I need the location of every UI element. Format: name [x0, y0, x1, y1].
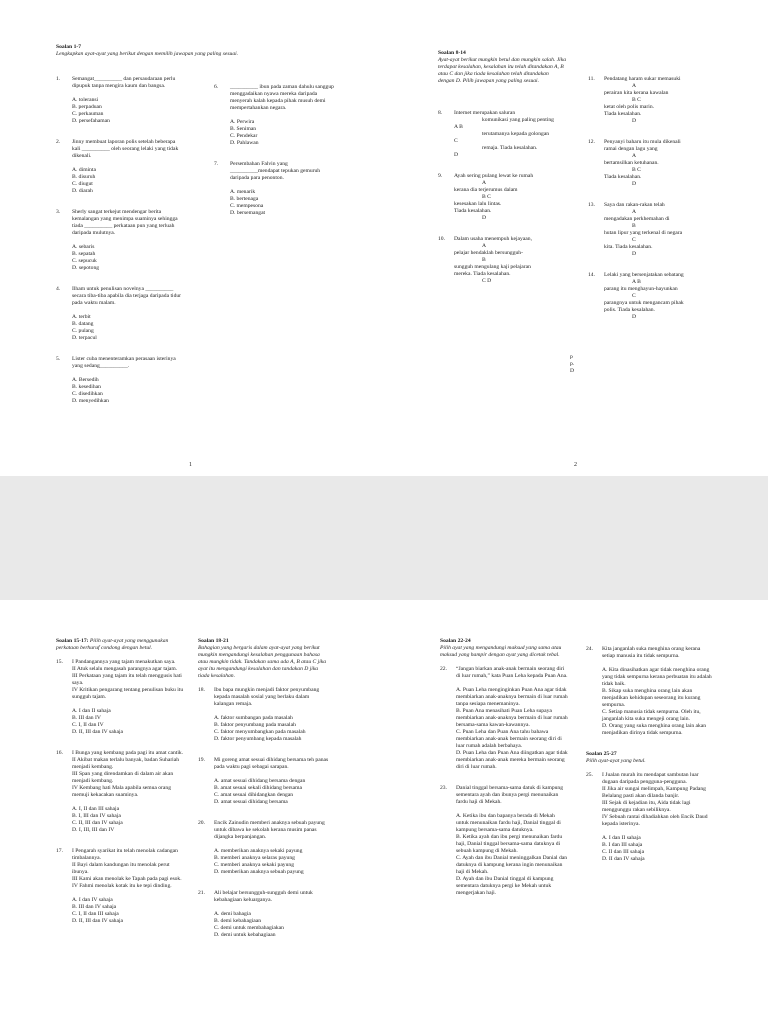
sentence-line: sungguh mengulang kaji pelajaran — [454, 264, 531, 270]
answer-option: A. toleransi — [72, 97, 99, 103]
section-heading-2: Soalan 25-27 — [586, 751, 617, 757]
answer-option: A. amat sesuai dihidang bersama dengan — [214, 778, 306, 784]
question-number: 21. — [198, 890, 205, 896]
sentence-line: hutan lipur yang terkenal di negara — [604, 230, 683, 236]
sentence-line: Tiada kesalahan. — [604, 111, 642, 117]
sentence-line: Tiada kesalahan. — [604, 174, 642, 180]
option-marker: terutamanya kepada golongan — [482, 131, 550, 137]
question-item — [56, 848, 184, 890]
statement-item: I Pengarah syarikat itu telah menolak cadangan timbalannya. — [72, 848, 178, 861]
answer-option: B. Sikap suka menghina orang lain akan menjadikan kehidupan seseorang itu kurang sempurna. — [602, 688, 701, 708]
question-item — [586, 772, 714, 828]
sentence-line: ketat oleh polis marin. — [604, 104, 655, 110]
statement-item: III Kami akan menolak ke Tapah pada pagi esok. — [72, 876, 182, 882]
sentence-line: perairan kita kerana kawalan — [604, 90, 669, 96]
question-item — [198, 820, 330, 841]
answer-option: A. I dan II sahaja — [72, 708, 111, 714]
sentence-line: kita. Tiada kesalahan. — [604, 244, 653, 250]
answer-option: A. Puan Leha menginginkan Puan Ana agar tidak membiarkan anak-anaknya bermain di luar rumah tanpa sesiapa menemaninya. — [456, 687, 568, 707]
answer-option: B. faktor penyumbang pada masalah — [214, 722, 296, 728]
sentence-line: mereka. Tiada kesalahan. — [454, 271, 511, 277]
answer-option: A. Perwira — [230, 119, 255, 125]
option-marker: C D — [482, 278, 492, 284]
answer-option: B. III dan IV sahaja — [72, 904, 117, 910]
section-heading: Soalan 15-17: — [56, 638, 89, 644]
statement-item: III Sejak di kejadian itu, Aida tidak lagi menggunggu rakan sebiliknya. — [602, 800, 691, 813]
question-number: 17. — [56, 848, 63, 854]
question-number: 24. — [586, 646, 593, 652]
question-stem: Encik Zainudin memberi anaknya sebuah payung untuk dibawa ke sekolah kerana musim panas dijangka berpanjangan. — [214, 820, 325, 840]
statement-item: IV Fahmi menolak kotak itu ke tepi dinding. — [72, 883, 172, 889]
statement-item: II Jika air sungai melimpah, Kampung Padang Belalang pasti akan dilanda banjir. — [602, 786, 706, 799]
statement-item: II Atuk selalu mengasah parangnya agar tajam. — [72, 666, 178, 672]
answer-option: B. memberi anaknya selaras payung — [214, 855, 295, 861]
sentence-line: kerana dia terjerumus dalam — [454, 187, 518, 193]
question-stem: Ali belajar bersungguh-sungguh demi untuk kebahagiaan keluarganya. — [214, 890, 313, 903]
answer-option: C. II dan III sahaja — [602, 849, 645, 855]
sentence-line: Penyanyi baharu itu mula dikenali — [604, 139, 681, 145]
sentence-line: pelajar hendaklah bersungguh- — [454, 250, 523, 256]
section-instruction: Pilih ayat-ayat yang menggunakan perkataan berhuruf condong dengan betul. — [56, 638, 169, 651]
option-marker: A — [482, 180, 487, 186]
question-item — [214, 84, 338, 112]
sentence-line: Ayah sering pulang lewat ke rumah — [454, 173, 534, 179]
option-marker: D — [482, 215, 487, 221]
statement-item: III Span yang direndamkan di dalam air akan menjadi kembang. — [72, 771, 174, 784]
answer-option: A. I dan II sahaja — [602, 835, 641, 841]
section-header — [56, 44, 356, 58]
answer-option: C. I, II dan III sahaja — [72, 911, 119, 917]
answer-option: A. faktor sumbangan pada masalah — [214, 715, 293, 721]
question-number: 25. — [586, 772, 593, 778]
question-number: 13. — [588, 202, 595, 208]
sentence-line: parangnya untuk mengancam pihak — [604, 300, 684, 306]
option-marker: B C — [632, 167, 641, 173]
section-header — [56, 638, 184, 652]
answer-option: C. Ayah dan ibu Danial meninggalkan Danial dan datuknya di kampung kerana ingin menunaikan haji di Mekah. — [456, 855, 568, 875]
question-number: 18. — [198, 687, 205, 693]
option-marker: remaja. Tiada kesalahan. — [482, 145, 538, 151]
section-instruction: Ayat-ayat berikut mungkin betul dan mungkin salah. Jika terdapat kesalahan, kesalahan itu telah ditandakan A, B atau C dan jika tiada kesalahan telah ditandakan dengan D. Pilih jawapan yang paling sesuai. — [438, 57, 567, 84]
question-number: 22. — [440, 666, 447, 672]
question-column-right — [214, 84, 338, 231]
sentence-line: Saya dan rakan-rakan telah — [604, 202, 665, 208]
question-stem: __________ ibun pada zaman dahulu sanggup menggadaikan nyawa mereka daripada menyerah kalah kepada pihak musuh demi mempertahankan negara. — [230, 84, 334, 111]
answer-option: A. diminta — [72, 167, 96, 173]
answer-option: C. perkauman — [72, 111, 104, 117]
answer-option: B. perpaduan — [72, 104, 102, 110]
option-marker: D — [632, 118, 637, 124]
question-column-right — [198, 638, 330, 953]
statement-item: IV Kembang hati Mala apabila semua orang memuji kekacakan suaminya. — [72, 785, 171, 798]
question-column-left — [56, 638, 184, 939]
option-marker: B — [632, 223, 636, 229]
answer-option: A. terbit — [72, 314, 91, 320]
option-marker: A — [482, 243, 487, 249]
sentence-line: C — [454, 138, 458, 144]
answer-option: C. mempesona — [230, 203, 264, 209]
question-stem: Lister cuba menenteramkan perasaan isterinya yang sedang__________. — [72, 356, 176, 369]
answer-option: D. Puan Leha dan Puan Ana diingatkan agar tidak membiarkan anak-anak mereka bermain seorang diri di luar rumah. — [456, 750, 568, 770]
answer-option: C. Setiap manusia tidak sempurna. Oleh itu, janganlah kita suka mengeji orang lain. — [602, 709, 701, 722]
answer-option: D. Orang yang suka menghina orang lain akan menjadikan dirinya tidak sempurna. — [602, 723, 707, 736]
answer-option: D. memberikan anaknya sebuah payung — [214, 869, 304, 875]
answer-option: A. I dan IV sahaja — [72, 897, 113, 903]
answer-option: D. I, III, III dan IV — [72, 827, 115, 833]
answer-option: D. Ayah dan ibu Danial tinggal di kampung sementara datuknya pergi ke Mekah untuk mengerjakan haji. — [456, 876, 554, 896]
document-page-4 — [384, 600, 768, 1024]
option-marker: B — [482, 257, 486, 263]
question-item — [438, 236, 568, 285]
sentence-line: Pendatang haram sukar memasuki — [604, 76, 681, 82]
statement-item: II Bayi dalam kandungan itu menolak perut ibunya. — [72, 862, 170, 875]
answer-option: D. persefahaman — [72, 118, 110, 124]
question-number: 9. — [438, 173, 443, 179]
sentence-line: parang itu menghayun-hayunkan — [604, 286, 678, 292]
section-instruction-2: Bahagian yang bergaris dalam ayat-ayat yang berikut mungkin mengandungi kesalahan penggunaan bahasa atau mungkin tidak. Tandakan sama ada A, B atau C jika ayat itu mengandungi kesalahan dan tandakan D jika tiada kesalahan. — [198, 645, 327, 679]
statement-item: I Jualan murah itu mendapat sambutan luar dugaan daripada pengguna-pengguna. — [602, 772, 699, 785]
answer-option: D. bersemangat — [230, 210, 266, 216]
sentence-line: Tiada kesalahan. — [454, 208, 492, 214]
question-item — [198, 890, 330, 904]
answer-option: B. sepatah — [72, 251, 96, 257]
option-marker: A — [632, 209, 637, 215]
question-stem: Ilham untuk penulisan novelnya __________ secara tiba-tiba apabila dia terjaga daripada tidur pada waktu malam. — [72, 286, 182, 306]
sentence-line: D — [454, 152, 459, 158]
section-header — [438, 50, 566, 85]
page-number: 1 — [189, 462, 192, 468]
section-instruction-2: Pilih ayat-ayat yang betul. — [586, 758, 646, 764]
margin-letters — [570, 354, 582, 375]
question-item — [56, 209, 184, 237]
answer-option: D. amat sesuai dihidang bersama — [214, 799, 288, 805]
question-stem: “Jangan biarkan anak-anak bermain seorang diri di luar rumah,” kata Puan Leha kepada Puan Ana. — [456, 666, 568, 679]
question-item — [198, 687, 330, 708]
question-item — [56, 750, 184, 799]
question-item — [198, 757, 330, 771]
statement-item: III Perkataan yang tajam itu telah menggusis hati saya. — [72, 673, 182, 686]
question-number: 15. — [56, 659, 63, 665]
question-column-right — [586, 646, 714, 877]
answer-option: D. menyedihkan — [72, 398, 109, 404]
answer-option: B. amat sesuai sekali dihidang bersama — [214, 785, 302, 791]
question-number: 8. — [438, 110, 443, 116]
question-stem: Semangat__________ dan persaudaraan perlu dipupuk tanpa mengira kaum dan bangsa. — [72, 76, 176, 89]
question-stem: Persembahan Falvin yang __________mendapat tepukan gemuruh daripada para penonton. — [230, 161, 321, 181]
question-item — [440, 785, 568, 806]
sentence-line: kesesakan lalu lintas. — [454, 201, 502, 207]
answer-option: D. II, III dan IV sahaja — [72, 918, 123, 924]
question-stem: Mi goreng amat sesuai dihidang bersama teh panas pada waktu pagi sebagai sarapan. — [214, 757, 329, 770]
answer-option: C. Puan Leha dan Puan Ana tahu bahawa membiarkan anak-anak bermain seorang diri di luar rumah adalah berbahaya. — [456, 729, 562, 749]
option-marker: D — [632, 251, 637, 257]
section-heading: Soalan 1-7 — [56, 44, 82, 50]
option-marker: C — [632, 237, 636, 243]
question-column-left — [56, 76, 184, 419]
answer-option: C. faktor menyumbangkan pada masalah — [214, 729, 306, 735]
answer-option: A. Ketika ibu dan bapanya berada di Mekah untuk menunaikan fardu haji, Danial tinggal di kampung bersama-sama datuknya. — [456, 813, 561, 833]
option-marker: B C — [632, 97, 641, 103]
option-marker: C — [632, 293, 636, 299]
question-stem: Kita janganlah suka menghina orang kerana setiap manusia itu tidak sempurna. — [602, 646, 701, 659]
question-number: 19. — [198, 757, 205, 763]
answer-option: B. III dan IV — [72, 715, 101, 721]
question-item — [586, 646, 714, 660]
sentence-line: polis. Tiada kesalahan. — [604, 307, 655, 313]
question-item — [56, 659, 184, 701]
question-stem: Sherly sangat terkejut mendengar berita kemalangan yang menimpa suaminya sehingga tiada __________ perkataan pun yang terluah daripada mulutnya. — [72, 209, 178, 236]
question-stem: Jinny membuat laporan polis setelah beberapa kali __________ oleh seorang lelaki yang tidak dikenali. — [72, 139, 179, 159]
answer-option: A. sebaris — [72, 244, 95, 250]
answer-option: D. demi untuk kebahagiaan — [214, 932, 276, 938]
question-column-left — [440, 638, 568, 911]
answer-option: B. demi kebahagiaan — [214, 918, 262, 924]
answer-option: C. disedihkan — [72, 391, 103, 397]
question-item — [440, 666, 568, 680]
document-page-2 — [384, 0, 768, 476]
statement-item: IV Kritikan pengarang tentang penulisan buku itu sungguh tajam. — [72, 687, 184, 700]
option-marker: A B — [632, 279, 641, 285]
question-stem: Ibu bapa mungkin menjadi faktor penyumbang kepada masalah sosial yang berlaku dalam kalangan remaja. — [214, 687, 320, 707]
question-item — [588, 202, 718, 258]
question-number: 2. — [56, 139, 61, 145]
answer-option: A. menarik — [230, 189, 256, 195]
answer-option: C. sepucuk — [72, 258, 97, 264]
answer-option: B. I dan III sahaja — [602, 842, 643, 848]
answer-option: D. II, III dan IV sahaja — [72, 729, 123, 735]
answer-option: D. terpacul — [72, 335, 97, 341]
question-number: 12. — [588, 139, 595, 145]
sentence-line: A B — [454, 124, 463, 130]
page-number: 2 — [574, 462, 577, 468]
sentence-line: Dalam usaha menempuh kejayaan, — [454, 236, 532, 242]
answer-option: D. Pahlawan — [230, 140, 259, 146]
answer-option: B. Seniman — [230, 126, 257, 132]
answer-option: D. faktor penyumbang kepada masalah — [214, 736, 302, 742]
question-number: 10. — [438, 236, 445, 242]
answer-option: C. amat sesuai dihidangkan dengan — [214, 792, 294, 798]
answer-option: A. I, II dan III sahaja — [72, 806, 120, 812]
question-number: 20. — [198, 820, 205, 826]
option-marker: komunikasi yang paling penting — [482, 117, 554, 123]
answer-option: D. diarah — [72, 188, 93, 194]
answer-option: A. memberikan anaknya sekaki payung — [214, 848, 303, 854]
section-heading-2: Soalan 18-21 — [198, 638, 229, 644]
question-column-right — [588, 76, 718, 335]
section-heading: Soalan 8-14 — [438, 50, 466, 56]
answer-option: A. demi bahagia — [214, 911, 251, 917]
answer-option: C. diugut — [72, 181, 93, 187]
question-number: 7. — [214, 161, 219, 167]
answer-option: D. II dan IV sahaja — [602, 856, 645, 862]
question-item — [56, 356, 184, 370]
question-number: 11. — [588, 76, 595, 82]
question-item — [588, 76, 718, 125]
margin-letter: p. — [570, 361, 575, 367]
sentence-line: ramai dengan lagu yang — [604, 146, 658, 152]
section-instruction: Lengkapkan ayat-ayat yang berikut dengan memilih jawapan yang paling sesuai. — [56, 51, 239, 57]
question-number: 5. — [56, 356, 61, 362]
answer-option: C. II, III dan IV sahaja — [72, 820, 123, 826]
sentence-line: Lelaki yang bersenjatakan sebatang — [604, 272, 684, 278]
question-item — [588, 272, 718, 321]
margin-letter: p — [570, 354, 573, 360]
answer-option: A. Bersedih — [72, 377, 99, 383]
question-number: 23. — [440, 785, 447, 791]
option-marker: D — [632, 181, 637, 187]
sentence-line: Internet merupakan saluran — [454, 110, 516, 116]
margin-letter: D — [570, 368, 575, 374]
answer-option: C. memberi anaknya sekaki payung — [214, 862, 294, 868]
section-instruction: Pilih ayat yang mengandungi maksud yang sama atau maksud yang hampir dengan ayat yang dicetak tebal. — [440, 645, 562, 658]
document-page-1 — [0, 0, 384, 476]
sentence-line: bertamsilkan ketuhanan. — [604, 160, 659, 166]
statement-item: I Pandangannya yang tajam menakutkan saya. — [72, 659, 176, 665]
option-marker: A — [632, 83, 637, 89]
answer-option: B. datang — [72, 321, 94, 327]
answer-option: C. I, II dan IV — [72, 722, 104, 728]
question-number: 14. — [588, 272, 595, 278]
answer-option: B. Puan Ana menasihati Puan Leha supaya membiarkan anak-anaknya bermain di luar rumah bersama-sama kawan-kawannya. — [456, 708, 568, 728]
statement-item: IV Sebuah rantai dihadiahkan oleh Encik Daud kepada isterinya. — [602, 814, 708, 827]
question-number: 1. — [56, 76, 61, 82]
option-marker: D — [632, 314, 637, 320]
option-marker: B C — [482, 194, 491, 200]
answer-option: A. Kita dinasihatkan agar tidak menghina orang yang tidak sempurna kerana perbuatan itu adalah tidak baik. — [602, 667, 712, 687]
question-item — [56, 139, 184, 160]
question-stem: Danial tinggal bersama-sama datuk di kampung sementara ayah dan ibunya pergi menunaikan fardu haji di Mekah. — [456, 785, 564, 805]
option-marker: A — [632, 153, 637, 159]
sentence-line: mengadakan perkhemahan di — [604, 216, 670, 222]
answer-option: C. demi untuk membahagiakan — [214, 925, 284, 931]
answer-option: B. disuruh — [72, 174, 96, 180]
question-item — [438, 110, 568, 159]
question-number: 4. — [56, 286, 61, 292]
answer-option: D. sepotong — [72, 265, 100, 271]
question-number: 16. — [56, 750, 63, 756]
question-column-left — [438, 110, 568, 299]
answer-option: B. Ketika ayah dan ibu pergi menunaikan fardu haji, Danial tinggal bersama-sama datuknya di sebuah kampung di Mekah. — [456, 834, 563, 854]
answer-option: B. kesedihan — [72, 384, 101, 390]
answer-option: C. Pendekar — [230, 133, 258, 139]
statement-item: I Bunga yang kembang pada pagi itu amat cantik. — [72, 750, 184, 756]
question-item — [56, 76, 184, 90]
question-number: 6. — [214, 84, 219, 90]
section-heading: Soalan 22-24 — [440, 638, 471, 644]
question-item — [56, 286, 184, 307]
question-number: 3. — [56, 209, 61, 215]
document-page-3 — [0, 600, 384, 1024]
answer-option: B. bertenaga — [230, 196, 259, 202]
question-item — [438, 173, 568, 222]
question-item — [214, 161, 338, 182]
statement-item: II Akibat makan terlalu banyak, badan Suhariah menjadi kembang. — [72, 757, 180, 770]
answer-option: C. pulang — [72, 328, 94, 334]
answer-option: B. I, III dan IV sahaja — [72, 813, 121, 819]
question-item — [588, 139, 718, 188]
